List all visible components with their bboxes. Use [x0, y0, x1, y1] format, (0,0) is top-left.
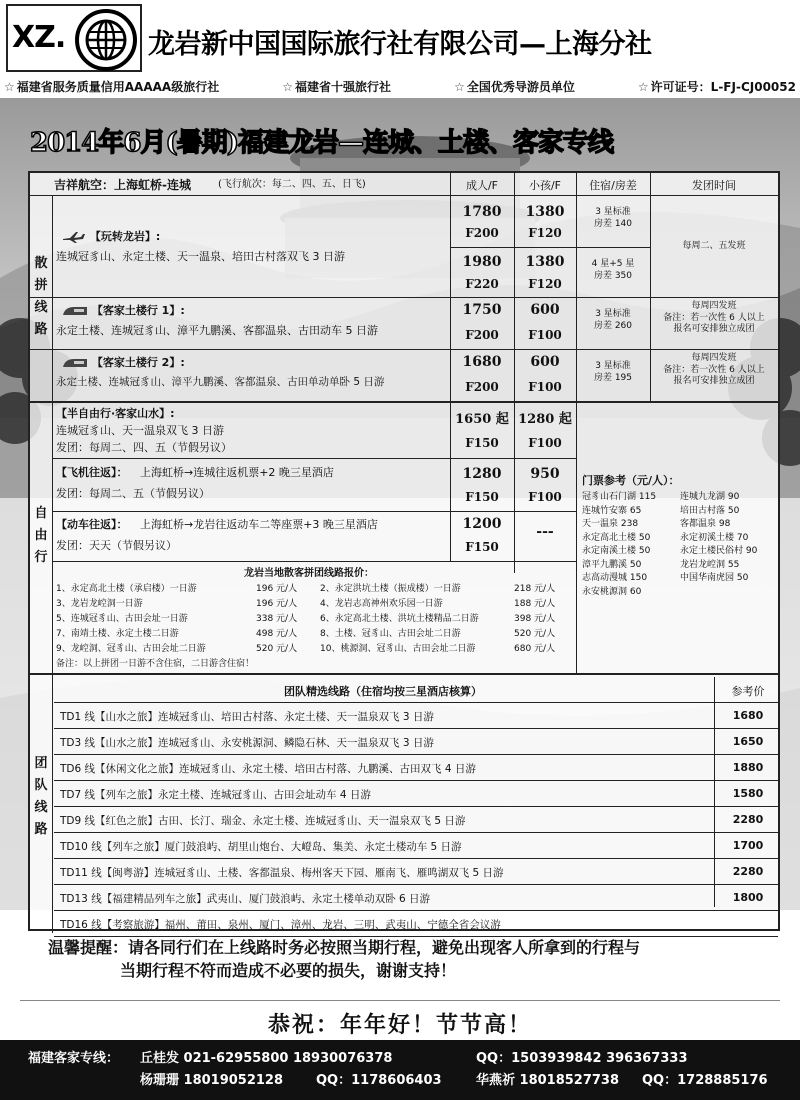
- contact-2-qq: QQ：1178606403: [316, 1073, 442, 1088]
- route1-title: 【玩转龙岩】:: [62, 229, 160, 244]
- local-tour-price: 520 元/人: [514, 629, 556, 639]
- company-logo: [6, 4, 142, 72]
- section-label-ziyou: 自 由 行: [34, 506, 48, 565]
- ticket-price-item: 志高动漫城 150: [582, 573, 648, 583]
- contact-footer: [0, 1040, 800, 1100]
- ziyou3-child-price: ---: [536, 524, 554, 540]
- local-tour-price: 680 元/人: [514, 644, 556, 654]
- ticket-price-item: 漳平九鹏溪 50: [582, 559, 642, 570]
- ticket-price-item: 永安桃源洞 60: [582, 586, 642, 597]
- route2-title: 【客家土楼行 1】:: [62, 303, 185, 318]
- flight-schedule: (飞行航次：每二、四、五、日飞): [218, 179, 366, 190]
- local-tour-price: 188 元/人: [514, 599, 556, 609]
- local-tours-title: 龙岩当地散客拼团线路报价：: [244, 568, 374, 579]
- local-tour-name: 3、龙岩龙崆洞一日游: [56, 599, 143, 609]
- col-adult-header: 成人/F: [465, 179, 499, 192]
- route3-child-price: 600: [530, 354, 560, 370]
- route1-room-b: 4 星+5 星 房差 350: [591, 259, 635, 281]
- group-route-text: TD1 线【山水之旅】连城冠豸山、培田古村落、永定土楼、天一温泉双飞 3 日游: [60, 711, 434, 723]
- route2-desc: 永定土楼、连城冠豸山、漳平九鹏溪、客都温泉、古田动车 5 日游: [56, 324, 378, 337]
- ticket-price-item: 连城竹安寨 65: [582, 505, 642, 516]
- local-tour-name: 1、永定高北土楼（承启楼）一日游: [56, 584, 197, 594]
- route3-desc: 永定土楼、连城冠豸山、漳平九鹏溪、客都温泉、古田单动单卧 5 日游: [56, 376, 385, 388]
- ticket-price-item: 龙岩龙崆洞 55: [680, 559, 740, 570]
- group-route-row: [54, 833, 778, 859]
- ziyou1-desc: 连城冠豸山、天一温泉双飞 3 日游: [56, 424, 224, 437]
- group-route-price: 1580: [732, 787, 764, 800]
- ziyou1-child-diff: F100: [528, 436, 562, 450]
- group-route-price: 1880: [732, 761, 764, 774]
- ticket-price-item: 连城九龙湖 90: [680, 492, 740, 502]
- group-header-text: 团队精选线路（住宿均按三星酒店核算）: [284, 685, 482, 698]
- ziyou2-child-diff: F100: [528, 490, 562, 504]
- local-tours-note: 备注：以上拼团一日游不含住宿，二日游含住宿！: [56, 659, 255, 669]
- route2-adult-diff: F200: [465, 328, 499, 342]
- local-tour-price: 520 元/人: [256, 644, 298, 654]
- local-tour-price: 498 元/人: [256, 629, 298, 639]
- honor-item: ☆ 全国优秀导游员单位: [454, 78, 575, 95]
- group-route-price: 1800: [732, 891, 764, 904]
- group-route-text: TD10 线【列车之旅】厦门鼓浪屿、胡里山炮台、大嶝岛、集美、永定土楼动车 5 日游: [60, 841, 462, 853]
- ziyou2-adult-price: 1280: [462, 466, 502, 482]
- airplane-icon: [62, 230, 86, 244]
- route2-child-price: 600: [530, 302, 560, 318]
- route3-adult-price: 1680: [462, 354, 502, 370]
- group-route-row: [54, 885, 778, 911]
- group-route-text: TD6 线【休闲文化之旅】连城冠豸山、永定土楼、培田古村落、九鹏溪、古田双飞 4 日游: [60, 763, 476, 775]
- reminder-line-1: 请各同行们在上线路时务必按照当期行程，避免出现客人所拿到的行程与: [128, 938, 641, 957]
- group-routes-header: [54, 677, 778, 703]
- ziyou3-adult-diff: F150: [465, 540, 499, 554]
- contact-1-phone: 丘桂发 021-62955800 18930076378: [140, 1051, 393, 1066]
- hotline-label: 福建客家专线：: [28, 1051, 120, 1066]
- group-route-row: [54, 755, 778, 781]
- group-route-text: TD9 线【红色之旅】古田、长汀、瑞金、永定土楼、连城冠豸山、天一温泉双飞 5 日游: [60, 815, 466, 827]
- route1-adult-diff-b: F220: [465, 277, 499, 291]
- contact-2-phone: 杨珊珊 18019052128: [140, 1073, 284, 1088]
- route3-depart: 每周四发班 备注：若一次性 6 人以上 报名可安排独立成团: [663, 353, 765, 387]
- route3-child-diff: F100: [528, 380, 562, 394]
- ziyou1-depart: 发团：每周二、四、五（节假另议）: [56, 441, 232, 454]
- ticket-price-item: 客都温泉 98: [680, 519, 731, 529]
- ticket-price-item: 天一温泉 238: [582, 519, 639, 529]
- ziyou2-desc: 上海虹桥→连城往返机票+2 晚三星酒店: [140, 466, 334, 479]
- ticket-price-item: 中国华南虎园 50: [680, 573, 749, 583]
- local-tour-name: 10、桃源洞、冠豸山、古田会址二日游: [320, 644, 476, 654]
- honor-item: ☆ 福建省十强旅行社: [282, 78, 391, 95]
- reminder-note: [48, 936, 768, 982]
- group-route-text: TD13 线【福建精品列车之旅】武夷山、厦门鼓浪屿、永定土楼单动双卧 6 日游: [60, 893, 431, 905]
- local-tour-name: 8、土楼、冠豸山、古田会址二日游: [320, 629, 461, 639]
- local-tour-price: 196 元/人: [256, 599, 298, 609]
- route2-depart: 每周四发班 备注：若一次性 6 人以上 报名可安排独立成团: [663, 301, 765, 335]
- ziyou1-adult-diff: F150: [465, 436, 499, 450]
- group-route-text: TD16 线【考察旅游】福州、莆田、泉州、厦门、漳州、龙岩、三明、武夷山、宁德全省会议游: [60, 919, 501, 931]
- ticket-price-item: 冠豸山石门湖 115: [582, 492, 657, 502]
- contact-1-qq: QQ：1503939842 396367333: [476, 1051, 688, 1066]
- logo-text: XZ.: [12, 20, 66, 55]
- col-child-header: 小孩/F: [528, 179, 562, 192]
- local-tour-name: 5、连城冠豸山、古田会址一日游: [56, 614, 188, 624]
- headline: 2014年6月(暑期)福建龙岩—连城、土楼、客家专线: [30, 128, 614, 158]
- ziyou1-title: 【半自由行·客家山水】:: [56, 407, 175, 420]
- ziyou3-adult-price: 1200: [462, 516, 502, 532]
- route1-child-diff-a: F120: [528, 226, 562, 240]
- ziyou3-desc: 上海虹桥→龙岩往返动车二等座票+3 晚三星酒店: [140, 518, 378, 531]
- ticket-price-item: 永定高北土楼 50: [582, 532, 651, 543]
- company-name: 龙岩新中国国际旅行社有限公司—上海分社: [148, 29, 652, 60]
- honors-bar: [4, 78, 796, 95]
- ziyou1-child-price: 1280 起: [518, 412, 572, 427]
- route3-title: 【客家土楼行 2】:: [62, 355, 185, 370]
- col-room-header: 住宿/房差: [589, 179, 637, 192]
- route1-child-diff-b: F120: [528, 277, 562, 291]
- route2-adult-price: 1750: [462, 302, 502, 318]
- ziyou2-title: 【飞机往返】：: [56, 466, 128, 479]
- local-tour-price: 398 元/人: [514, 614, 556, 624]
- group-route-text: TD3 线【山水之旅】连城冠豸山、永安桃源洞、鳞隐石林、天一温泉双飞 3 日游: [60, 737, 434, 749]
- group-route-price: 1700: [732, 839, 764, 852]
- local-tour-price: 196 元/人: [256, 584, 298, 594]
- group-route-row: [54, 781, 778, 807]
- ziyou2-depart: 发团：每周二、五（节假另议）: [56, 487, 210, 500]
- group-route-price: 2280: [732, 865, 764, 878]
- route1-adult-diff-a: F200: [465, 226, 499, 240]
- ziyou2-adult-diff: F150: [465, 490, 499, 504]
- route1-desc: 连城冠豸山、永定土楼、天一温泉、培田古村落双飞 3 日游: [56, 250, 345, 263]
- group-route-row: [54, 911, 778, 937]
- local-tour-name: 2、永定洪坑土楼（振成楼）一日游: [320, 584, 461, 594]
- col-depart-header: 发团时间: [692, 179, 736, 192]
- train-icon: [62, 304, 88, 318]
- local-tour-name: 9、龙崆洞、冠豸山、古田会址二日游: [56, 644, 206, 654]
- airline-label: 吉祥航空：上海虹桥-连城: [54, 178, 191, 192]
- group-route-row: [54, 703, 778, 729]
- route1-child-price-b: 1380: [525, 254, 565, 270]
- ziyou2-child-price: 950: [530, 466, 560, 482]
- train-icon: [62, 356, 88, 370]
- globe-icon: [74, 8, 138, 72]
- ticket-price-item: 培田古村落 50: [680, 505, 740, 516]
- section-label-sanpin: 散 拼 线 路: [34, 256, 48, 337]
- route1-depart: 每周二、五发班: [682, 241, 746, 251]
- honor-item: ☆ 福建省服务质量信用AAAAA级旅行社: [4, 78, 219, 95]
- route1-room-a: 3 星标准 房差 140: [593, 207, 633, 229]
- route3-room: 3 星标准 房差 195: [593, 361, 633, 383]
- route1-child-price-a: 1380: [525, 204, 565, 220]
- group-route-price: 2280: [732, 813, 764, 826]
- tickets-title: 门票参考（元/人）：: [582, 474, 680, 487]
- ziyou1-adult-price: 1650 起: [455, 412, 509, 427]
- local-tour-name: 4、龙岩志高神州欢乐园一日游: [320, 599, 443, 609]
- group-route-row: [54, 729, 778, 755]
- route3-adult-diff: F200: [465, 380, 499, 394]
- reminder-line-2: 当期行程不符而造成不必要的损失，谢谢支持！: [120, 961, 457, 981]
- route1-adult-price-a: 1780: [462, 204, 502, 220]
- local-tour-name: 6、永定高北土楼、洪坑土楼精品二日游: [320, 614, 479, 624]
- price-header: 参考价: [731, 685, 765, 698]
- section-label-tuandui: 团 队 线 路: [34, 756, 48, 837]
- ticket-price-item: 永定初溪土楼 70: [680, 532, 749, 543]
- group-route-text: TD11 线【闽粤游】连城冠豸山、土楼、客都温泉、梅州客天下园、雁南飞、雁鸣湖双飞 5 日游: [60, 867, 504, 879]
- ticket-price-item: 永定土楼民俗村 90: [680, 546, 758, 556]
- group-route-text: TD7 线【列车之旅】永定土楼、连城冠豸山、古田会址动车 4 日游: [60, 789, 371, 801]
- reminder-label: 温馨提醒：: [48, 938, 129, 957]
- honor-item: ☆ 许可证号：L-FJ-CJ00052: [638, 78, 796, 95]
- group-route-price: 1680: [732, 709, 764, 722]
- contact-3-phone: 华燕祈 18018527738: [476, 1073, 620, 1088]
- local-tour-price: 218 元/人: [514, 584, 556, 594]
- ziyou3-title: 【动车往返】：: [56, 518, 128, 531]
- route-table: [28, 171, 780, 931]
- ziyou3-depart: 发团：天天（节假另议）: [56, 539, 177, 552]
- route2-child-diff: F100: [528, 328, 562, 342]
- slogan: 恭祝：年年好！节节高！: [267, 1013, 532, 1038]
- ticket-price-item: 永定南溪土楼 50: [582, 546, 651, 556]
- local-tour-name: 7、南靖土楼、永定土楼二日游: [56, 629, 179, 639]
- route2-room: 3 星标准 房差 260: [593, 309, 633, 331]
- group-route-row: [54, 859, 778, 885]
- local-tour-price: 338 元/人: [256, 614, 298, 624]
- group-route-price: 1650: [732, 735, 764, 748]
- contact-3-qq: QQ：1728885176: [642, 1073, 768, 1088]
- group-route-row: [54, 807, 778, 833]
- route1-adult-price-b: 1980: [462, 254, 502, 270]
